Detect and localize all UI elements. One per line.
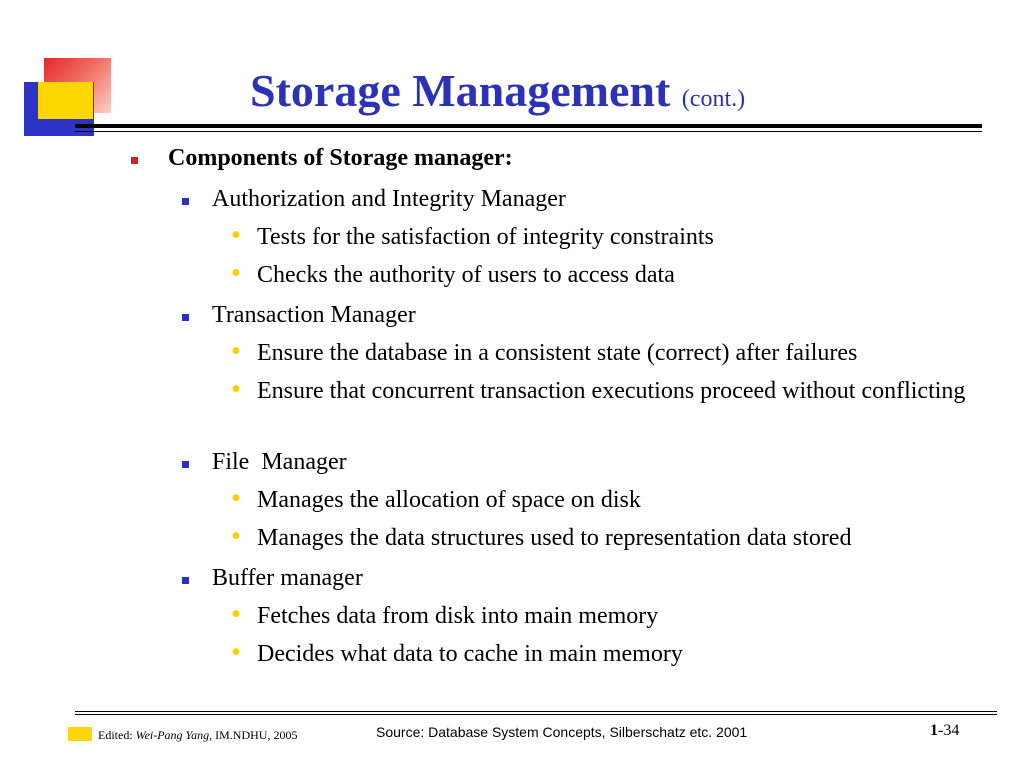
footer-rule-thin xyxy=(75,714,997,715)
bullet-item: Manages the allocation of space on disk xyxy=(257,487,641,513)
bullet-item: Ensure the database in a consistent state (correct) after failures xyxy=(257,340,858,366)
section-label: File Manager xyxy=(212,449,347,475)
bullet-item: Ensure that concurrent transaction executions proceed without conflicting xyxy=(257,378,966,404)
slide-title-suffix: (cont.) xyxy=(681,86,746,112)
yellow-dot-bullet-icon: • xyxy=(231,220,241,251)
components-heading: Components of Storage manager: xyxy=(168,145,513,171)
slide-title-text: Storage Management xyxy=(250,65,671,116)
chapter-number: 1 xyxy=(930,722,938,739)
footer-source: Source: Database System Concepts, Silberschatz etc. 2001 xyxy=(376,724,748,740)
section-label: Buffer manager xyxy=(212,565,363,591)
blue-square-bullet-icon xyxy=(182,461,189,468)
yellow-dot-bullet-icon: • xyxy=(231,336,241,367)
slide-number xyxy=(930,722,959,740)
yellow-dot-bullet-icon: • xyxy=(231,637,241,668)
blue-square-bullet-icon xyxy=(182,314,189,321)
footer-rule xyxy=(75,711,997,712)
footer-yellow-box xyxy=(68,727,92,741)
yellow-dot-bullet-icon: • xyxy=(231,258,241,289)
section-label: Transaction Manager xyxy=(212,302,416,328)
yellow-dot-bullet-icon: • xyxy=(231,599,241,630)
yellow-dot-bullet-icon: • xyxy=(231,483,241,514)
red-square-bullet-icon xyxy=(131,157,138,164)
page-number: -34 xyxy=(938,722,960,739)
bullet-item: Fetches data from disk into main memory xyxy=(257,603,659,629)
editor-name: Wei-Pang Yang, xyxy=(135,728,213,742)
yellow-dot-bullet-icon: • xyxy=(231,374,241,405)
footer-edited xyxy=(98,728,297,743)
bullet-item: Decides what data to cache in main memory xyxy=(257,641,683,667)
blue-square-bullet-icon xyxy=(182,198,189,205)
edited-prefix: Edited: xyxy=(98,728,133,742)
bullet-item: Tests for the satisfaction of integrity constraints xyxy=(257,224,714,250)
yellow-dot-bullet-icon: • xyxy=(231,521,241,552)
bullet-item: Checks the authority of users to access data xyxy=(257,262,675,288)
editor-affiliation: IM.NDHU, 2005 xyxy=(215,728,298,742)
section-label: Authorization and Integrity Manager xyxy=(212,186,566,212)
blue-square-bullet-icon xyxy=(182,577,189,584)
bullet-item: Manages the data structures used to representation data stored xyxy=(257,525,852,551)
